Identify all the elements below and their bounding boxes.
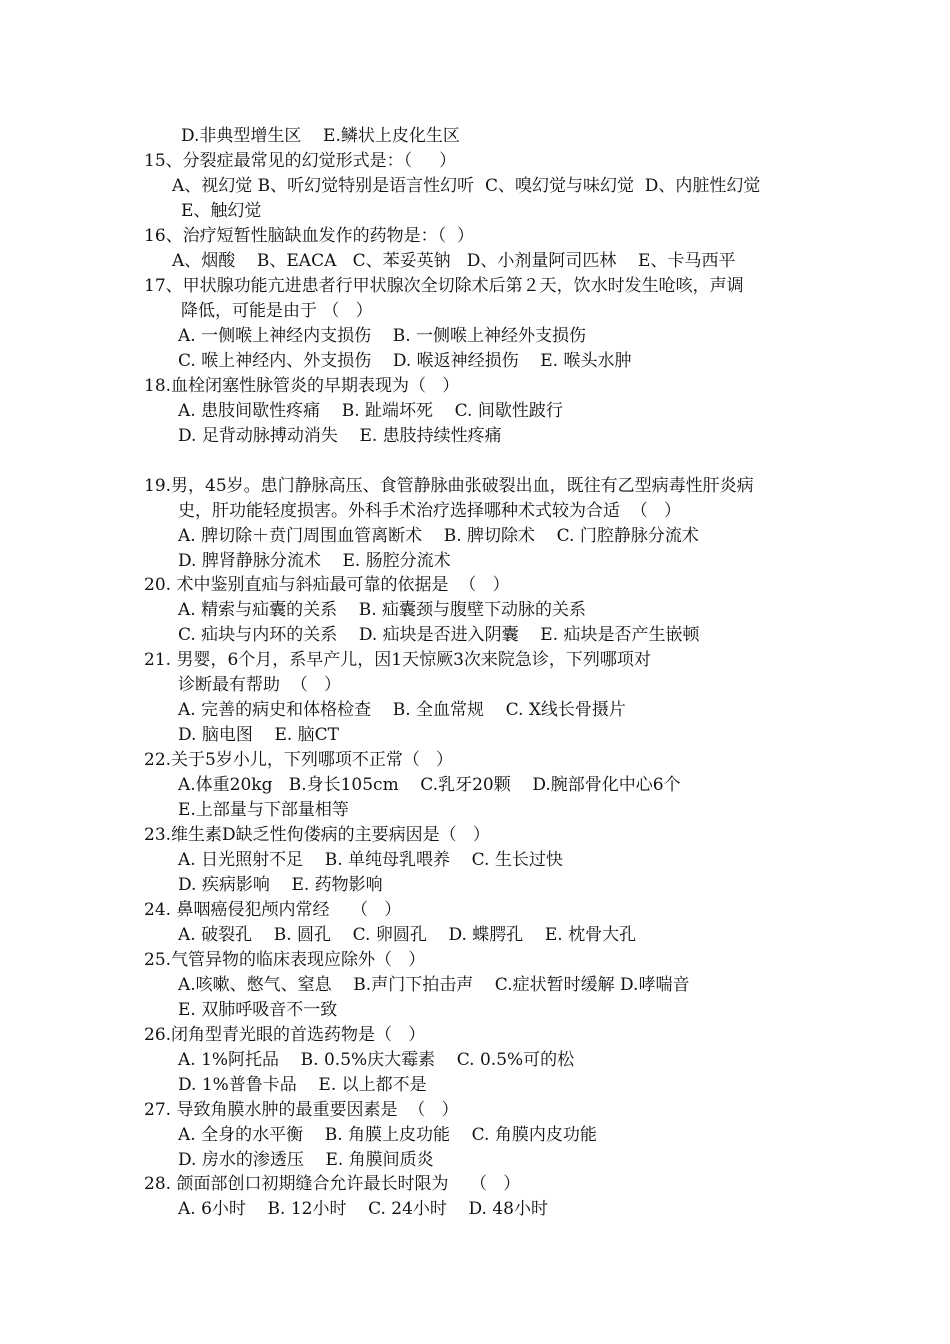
q27-options-line2: D. 房水的渗透压 E. 角膜间质炎 [178, 1150, 434, 1170]
q18-options-line2: D. 足背动脉搏动消失 E. 患肢持续性疼痛 [178, 426, 502, 446]
q23-stem: 23.维生素D缺乏性佝偻病的主要病因是（ ） [144, 825, 490, 845]
q25-stem: 25.气管异物的临床表现应除外（ ） [144, 950, 426, 970]
q21-options-line1: A. 完善的病史和体格检查 B. 全血常规 C. X线长骨摄片 [178, 700, 626, 720]
q15-options-line2: E、触幻觉 [181, 201, 262, 221]
q27-options-line1: A. 全身的水平衡 B. 角膜上皮功能 C. 角膜内皮功能 [178, 1125, 597, 1145]
q14-options-d-e: D.非典型增生区 E.鳞状上皮化生区 [181, 126, 460, 146]
q26-stem: 26.闭角型青光眼的首选药物是（ ） [144, 1025, 426, 1045]
q15-stem: 15、分裂症最常见的幻觉形式是：（ ） [144, 151, 457, 171]
q23-options-line1: A. 日光照射不足 B. 单纯母乳喂养 C. 生长过快 [178, 850, 563, 870]
q23-options-line2: D. 疾病影响 E. 药物影响 [178, 875, 383, 895]
q21-stem-line2: 诊断最有帮助 （ ） [178, 675, 342, 695]
q26-options-line1: A. 1%阿托品 B. 0.5%庆大霉素 C. 0.5%可的松 [178, 1050, 575, 1070]
q22-options-line1: A.体重20kg B.身长105cm C.乳牙20颗 D.腕部骨化中心6个 [178, 775, 681, 795]
q25-options-line1: A.咳嗽、憋气、窒息 B.声门下拍击声 C.症状暂时缓解 D.哮喘音 [178, 975, 690, 995]
q28-options: A. 6小时 B. 12小时 C. 24小时 D. 48小时 [178, 1199, 548, 1219]
q17-stem-line2: 降低，可能是由于 （ ） [181, 301, 373, 321]
q18-options-line1: A. 患肢间歇性疼痛 B. 趾端坏死 C. 间歇性跛行 [178, 401, 563, 421]
q19-stem-line1: 19.男，45岁。患门静脉高压、食管静脉曲张破裂出血，既往有乙型病毒性肝炎病 [144, 476, 754, 496]
q22-options-line2: E.上部量与下部量相等 [178, 800, 349, 820]
q24-options: A. 破裂孔 B. 圆孔 C. 卵圆孔 D. 蝶腭孔 E. 枕骨大孔 [178, 925, 637, 945]
q26-options-line2: D. 1%普鲁卡品 E. 以上都不是 [178, 1075, 427, 1095]
q22-stem: 22.关于5岁小儿，下列哪项不正常（ ） [144, 750, 454, 770]
q19-options-line2: D. 脾肾静脉分流术 E. 肠腔分流术 [178, 551, 451, 571]
q28-stem: 28. 颌面部创口初期缝合允许最长时限为 （ ） [144, 1174, 521, 1194]
q19-options-line1: A. 脾切除＋贲门周围血管离断术 B. 脾切除术 C. 门腔静脉分流术 [178, 526, 699, 546]
q15-options-line1: A、视幻觉 B、听幻觉特别是语言性幻听 C、嗅幻觉与味幻觉 D、内脏性幻觉 [172, 176, 761, 196]
q16-options: A、烟酸 B、EACA C、苯妥英钠 D、小剂量阿司匹林 E、卡马西平 [172, 251, 736, 271]
q20-stem: 20. 术中鉴别直疝与斜疝最可靠的依据是 （ ） [144, 575, 510, 595]
q18-stem: 18.血栓闭塞性脉管炎的早期表现为（ ） [144, 376, 460, 396]
q21-options-line2: D. 脑电图 E. 脑CT [178, 725, 340, 745]
q17-options-line2: C. 喉上神经内、外支损伤 D. 喉返神经损伤 E. 喉头水肿 [178, 351, 632, 371]
q16-stem: 16、治疗短暂性脑缺血发作的药物是：（ ） [144, 226, 474, 246]
q25-options-line2: E. 双肺呼吸音不一致 [178, 1000, 338, 1020]
q19-stem-line2: 史，肝功能轻度损害。外科手术治疗选择哪种术式较为合适 （ ） [178, 501, 682, 521]
q20-options-line2: C. 疝块与内环的关系 D. 疝块是否进入阴囊 E. 疝块是否产生嵌顿 [178, 625, 700, 645]
q24-stem: 24. 鼻咽癌侵犯颅内常经 （ ） [144, 900, 402, 920]
q21-stem-line1: 21. 男婴，6个月，系早产儿，因1天惊厥3次来院急诊，下列哪项对 [144, 650, 651, 670]
q17-stem-line1: 17、甲状腺功能亢进患者行甲状腺次全切除术后第２天，饮水时发生呛咳，声调 [144, 276, 744, 296]
q20-options-line1: A. 精索与疝囊的关系 B. 疝囊颈与腹壁下动脉的关系 [178, 600, 586, 620]
q27-stem: 27. 导致角膜水肿的最重要因素是 （ ） [144, 1100, 459, 1120]
q17-options-line1: A. 一侧喉上神经内支损伤 B. 一侧喉上神经外支损伤 [178, 326, 586, 346]
